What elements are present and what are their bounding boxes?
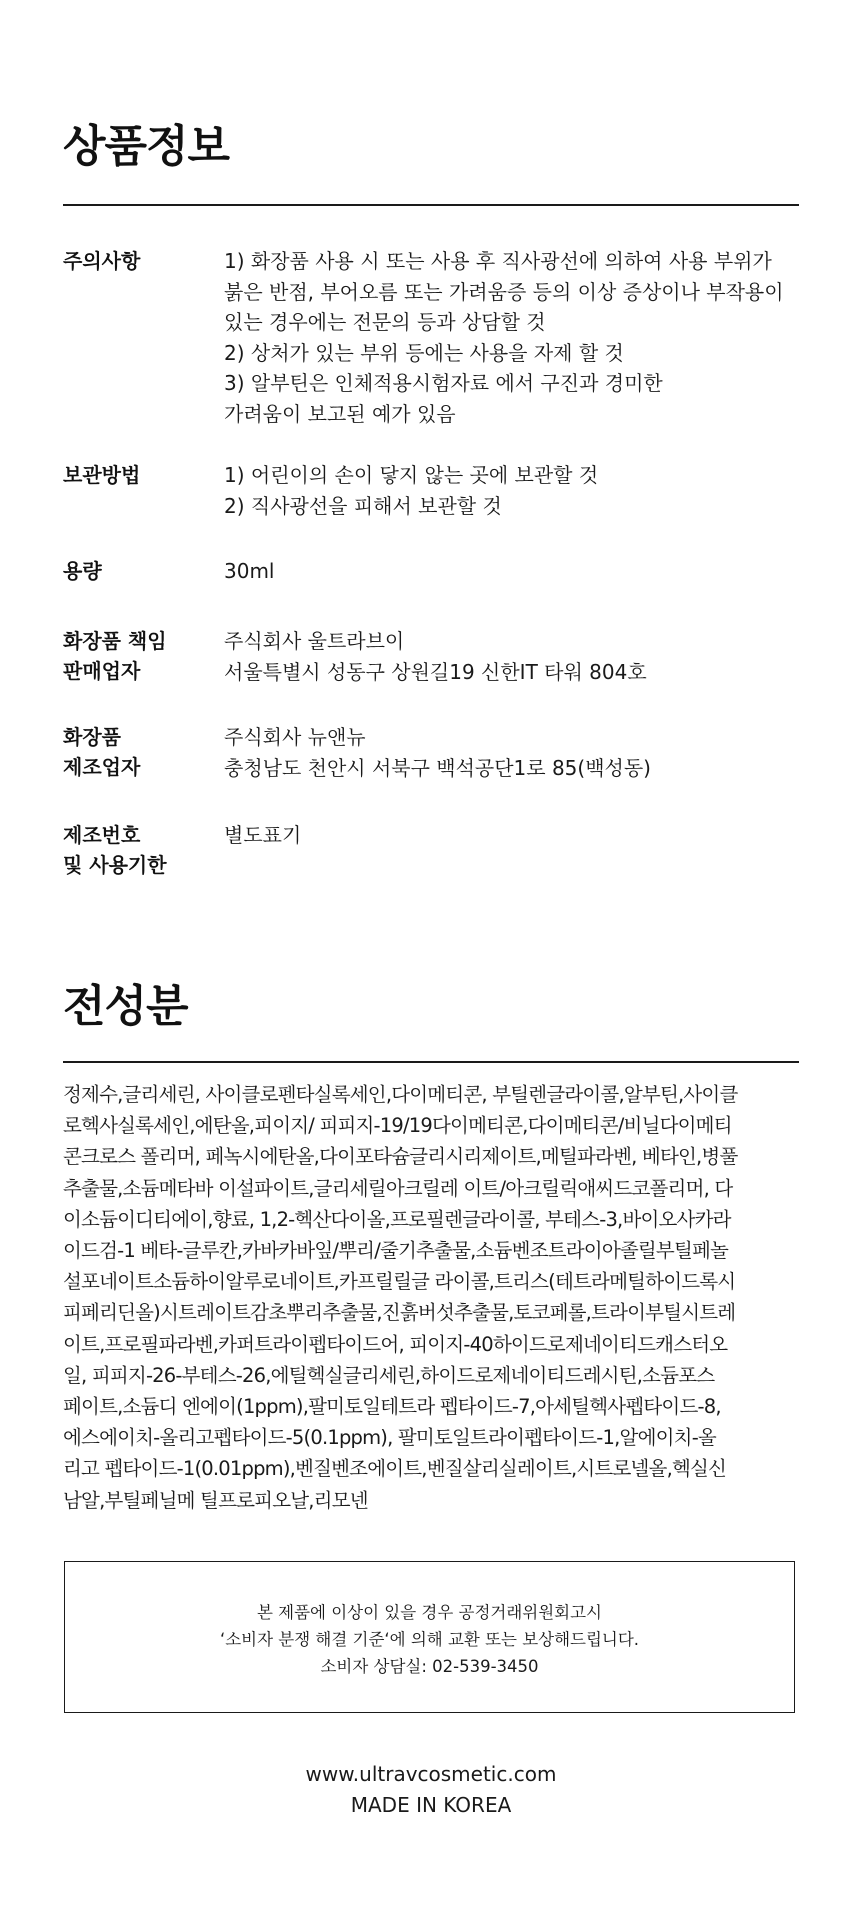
website-link[interactable]: www.ultravcosmetic.com xyxy=(305,1762,557,1786)
info-line: 서울특별시 성동구 상원길19 신한IT 타워 804호 xyxy=(224,659,647,684)
info-line: 1) 어린이의 손이 닿지 않는 곳에 보관할 것 xyxy=(224,463,599,487)
ingredients-line: 리고 펩타이드-1(0.01ppm),벤질벤조에이트,벤질살리실레이트,시트로넬올,헥실신 xyxy=(63,1457,727,1481)
info-line: 30ml xyxy=(224,559,275,583)
info-line: 있는 경우에는 전문의 등과 상담할 것 xyxy=(224,310,546,334)
info-line: 주식회사 울트라브이 xyxy=(224,629,405,653)
info-label-manufacturer xyxy=(63,722,213,782)
info-line: 충청남도 천안시 서북구 백석공단1로 85(백성동) xyxy=(224,755,651,780)
made-in-label: MADE IN KOREA xyxy=(350,1793,512,1817)
info-label-seller xyxy=(63,626,213,686)
info-label-line: 용량 xyxy=(63,559,102,583)
info-label-line: 주의사항 xyxy=(63,249,141,273)
info-line: 주식회사 뉴앤뉴 xyxy=(224,725,366,749)
ingredients-line: 일, 피피지-26-부테스-26,에틸헥실글리세린,하이드로제네이티드레시틴,소듐포스 xyxy=(63,1363,715,1387)
info-value-manufacturer xyxy=(224,722,799,783)
info-label-line: 판매업자 xyxy=(63,659,141,683)
notice-contact: 소비자 상담실: 02-539-3450 xyxy=(320,1657,539,1676)
info-value-caution xyxy=(224,246,799,429)
ingredients-line: 남알,부틸페닐메 틸프로피오날,리모넨 xyxy=(63,1488,368,1512)
product-info-divider xyxy=(63,204,799,206)
info-label-line: 화장품 xyxy=(63,725,121,749)
consumer-notice-box xyxy=(64,1561,795,1713)
ingredients-line: 정제수,글리세린, 사이클로펜타실록세인,다이메티콘, 부틸렌글라이콜,알부틴,사이클 xyxy=(63,1083,738,1106)
product-info-title: 상품정보 xyxy=(63,121,230,172)
info-line: 가려움이 보고된 예가 있음 xyxy=(224,401,456,426)
ingredients-list xyxy=(63,1079,799,1516)
info-line: 2) 직사광선을 피해서 보관할 것 xyxy=(224,493,502,518)
info-label-storage xyxy=(63,460,213,490)
info-label-line: 제조업자 xyxy=(63,755,141,779)
ingredients-divider xyxy=(63,1061,799,1063)
info-line: 1) 화장품 사용 시 또는 사용 후 직사광선에 의하여 사용 부위가 xyxy=(224,249,772,273)
ingredients-line: 로헥사실록세인,에탄올,피이지/ 피피지-19/19다이메티콘,다이메티콘/비닐다이메티 xyxy=(63,1114,732,1138)
ingredients-line: 페이트,소듐디 엔에이(1ppm),팔미토일테트라 펩타이드-7,아세틸헥사펩타이드-8, xyxy=(63,1395,721,1419)
info-value-lot-expiry xyxy=(224,820,799,851)
info-label-volume xyxy=(63,556,213,586)
ingredients-line: 피페리딘올)시트레이트감초뿌리추출물,진흙버섯추출물,토코페롤,트라이부틸시트레 xyxy=(63,1301,736,1325)
info-label-line: 및 사용기한 xyxy=(63,853,167,877)
ingredients-line: 에스에이치-올리고펩타이드-5(0.1ppm), 팔미토일트라이펩타이드-1,알에이치-올 xyxy=(63,1426,716,1450)
info-value-storage xyxy=(224,460,799,521)
info-label-line: 제조번호 xyxy=(63,823,141,847)
info-label-line: 보관방법 xyxy=(63,463,141,487)
ingredients-line: 콘크로스 폴리머, 페녹시에탄올,다이포타슘글리시리제이트,메틸파라벤, 베타인,병풀 xyxy=(63,1145,738,1169)
info-line: 3) 알부틴은 인체적용시험자료 에서 구진과 경미한 xyxy=(224,371,663,395)
info-value-seller xyxy=(224,626,799,687)
ingredients-title: 전성분 xyxy=(63,981,188,1032)
info-line: 붉은 반점, 부어오름 또는 가려움증 등의 이상 증상이나 부작용이 xyxy=(224,279,784,304)
notice-line: 본 제품에 이상이 있을 경우 공정거래위원회고시 xyxy=(256,1603,602,1622)
info-label-lot-expiry xyxy=(63,820,213,880)
ingredients-line: 이트,프로필파라벤,카퍼트라이펩타이드어, 피이지-40하이드로제네이티드캐스터오 xyxy=(63,1332,728,1356)
ingredients-line: 이드검-1 베타-글루칸,카바카바잎/뿌리/줄기추출물,소듐벤조트라이아졸릴부틸페놀 xyxy=(63,1239,729,1263)
info-line: 별도표기 xyxy=(224,823,302,847)
info-value-volume xyxy=(224,556,799,587)
ingredients-line: 이소듐이디티에이,향료, 1,2-헥산다이올,프로필렌글라이콜, 부테스-3,바이오사카라 xyxy=(63,1207,731,1231)
ingredients-line: 추출물,소듐메타바 이설파이트,글리세릴아크릴레 이트/아크릴릭애씨드코폴리머, 다 xyxy=(63,1176,733,1200)
info-line: 2) 상처가 있는 부위 등에는 사용을 자제 할 것 xyxy=(224,340,624,365)
notice-line: ‘소비자 분쟁 해결 기준‘에 의해 교환 또는 보상해드립니다. xyxy=(219,1630,640,1649)
ingredients-line: 설포네이트소듐하이알루로네이트,카프릴릴글 라이콜,트리스(테트라메틸하이드록시 xyxy=(63,1270,736,1294)
info-label-line: 화장품 책임 xyxy=(63,629,167,653)
info-label-caution xyxy=(63,246,213,276)
